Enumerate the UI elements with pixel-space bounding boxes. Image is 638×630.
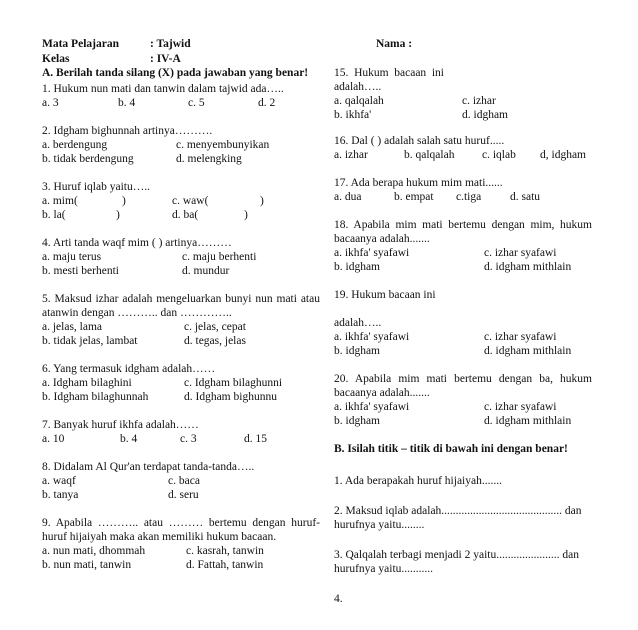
- question-stem: 9. Apabila ……….. atau ……… bertemu dengan huruf-huruf hijaiyah maka akan memiliki hukum bacaan.: [42, 517, 320, 543]
- question-stem: 18. Apabila mim mati bertemu dengan mim, hukum bacaanya adalah.......: [334, 219, 592, 245]
- options-row: [42, 474, 320, 488]
- option: d. tegas, jelas: [184, 335, 246, 347]
- option: c. 5: [188, 97, 205, 109]
- options-row: [334, 330, 592, 344]
- options-row: [42, 138, 320, 152]
- question-stem: 2. Idgham bighunnah artinya……….: [42, 125, 213, 137]
- option: b. tanya: [42, 489, 79, 501]
- left-column: [42, 66, 320, 586]
- fill-item-2: 2. Maksud iqlab adalah.......................................... dan hurufnya yaitu........: [334, 505, 582, 531]
- option: b. 4: [118, 97, 136, 109]
- question-stem: 6. Yang termasuk idgham adalah……: [42, 363, 216, 375]
- question-9: [42, 516, 320, 572]
- question-8: [42, 460, 320, 502]
- option: d. idgham mithlain: [484, 345, 572, 357]
- option: d. mundur: [182, 265, 230, 277]
- question-stem-tail: adalah…..: [334, 317, 382, 329]
- options-row: [334, 414, 592, 428]
- option: c. izhar syafawi: [484, 331, 557, 343]
- option: c.tiga: [456, 191, 482, 203]
- option: a. 10: [42, 433, 65, 445]
- question-stem: 20. Apabila mim mati bertemu dengan ba, hukum bacaanya adalah.......: [334, 373, 592, 399]
- option: c. baca: [168, 475, 200, 487]
- option: c. izhar syafawi: [484, 247, 557, 259]
- question-stem: 8. Didalam Al Qur'an terdapat tanda-tanda…..: [42, 461, 255, 473]
- options-row: [42, 194, 320, 208]
- option: d. Fattah, tanwin: [186, 559, 264, 571]
- options-row: [42, 152, 320, 166]
- options-row: [42, 544, 320, 558]
- options-row: [42, 320, 320, 334]
- option: d. melengking: [176, 153, 242, 165]
- question-stem: 4. Arti tanda waqf mim ( ) artinya………: [42, 237, 232, 249]
- options-row: [42, 558, 320, 572]
- question-stem: 5. Maksud izhar adalah mengeluarkan bunyi nun mati atau atanwin dengan ……….. dan …………..: [42, 293, 320, 319]
- options-row: [42, 432, 320, 446]
- options-row: [42, 488, 320, 502]
- option: b. qalqalah: [404, 149, 455, 161]
- option: c. izhar syafawi: [484, 401, 557, 413]
- question-5: [42, 292, 320, 348]
- option: a. ikhfa' syafawi: [334, 331, 410, 343]
- option: d. Idgham bighunnu: [184, 391, 277, 403]
- options-row: [334, 190, 592, 204]
- option: d. 2: [258, 97, 276, 109]
- section-b-title: B. Isilah titik – titik di bawah ini dengan benar!: [334, 443, 568, 455]
- option: a. berdengung: [42, 139, 108, 151]
- option: d, idgham: [540, 149, 586, 161]
- option: b. idgham: [334, 415, 380, 427]
- question-stem: 17. Ada berapa hukum mim mati......: [334, 177, 503, 189]
- option: d. idgham: [462, 109, 508, 121]
- option: a. izhar: [334, 149, 368, 161]
- option: c. iqlab: [482, 149, 516, 161]
- option: a. mim(: [42, 195, 78, 207]
- option: d. satu: [510, 191, 541, 203]
- option: b. tidak berdengung: [42, 153, 134, 165]
- option: b. mesti berhenti: [42, 265, 119, 277]
- option: a. qalqalah: [334, 95, 384, 107]
- question-16: [334, 134, 592, 162]
- option: d. idgham mithlain: [484, 415, 572, 427]
- question-18: [334, 218, 592, 274]
- option: c. maju berhenti: [182, 251, 257, 263]
- option-bracket: ): [116, 209, 120, 221]
- option-bracket: ): [122, 195, 126, 207]
- question-4: [42, 236, 320, 278]
- option: a. jelas, lama: [42, 321, 103, 333]
- section-a-title: A. Berilah tanda silang (X) pada jawaban yang benar!: [42, 67, 309, 79]
- option: a. nun mati, dhommah: [42, 545, 146, 557]
- option: d. seru: [168, 489, 199, 501]
- options-row: [42, 208, 320, 222]
- question-3: [42, 180, 320, 222]
- options-row: [42, 96, 320, 110]
- option: b. empat: [394, 191, 434, 203]
- option: a. maju terus: [42, 251, 102, 263]
- option: b. Idgham bilaghunnah: [42, 391, 149, 403]
- question-stem: 1. Hukum nun mati dan tanwin dalam tajwid ada…..: [42, 83, 284, 95]
- question-stem: 7. Banyak huruf ikhfa adalah……: [42, 419, 199, 431]
- question-7: [42, 418, 320, 446]
- option: d. idgham mithlain: [484, 261, 572, 273]
- question-20: [334, 372, 592, 428]
- options-row: [334, 246, 592, 260]
- option: b. idgham: [334, 345, 380, 357]
- option: b. nun mati, tanwin: [42, 559, 132, 571]
- question-1: [42, 82, 320, 110]
- option: c. izhar: [462, 95, 496, 107]
- option: b. la(: [42, 209, 66, 221]
- option: a. waqf: [42, 475, 76, 487]
- question-17: [334, 176, 592, 204]
- question-19: [334, 288, 592, 358]
- options-row: [42, 390, 320, 404]
- right-column: [334, 66, 592, 618]
- option: c. kasrah, tanwin: [186, 545, 264, 557]
- class-value: : IV-A: [150, 53, 181, 65]
- option: c. menyembunyikan: [176, 139, 270, 151]
- subject-value: : Tajwid: [150, 38, 191, 50]
- option-bracket: ): [244, 209, 248, 221]
- option: d. ba(: [172, 209, 199, 221]
- options-row: [334, 108, 592, 122]
- question-6: [42, 362, 320, 404]
- option: d. 15: [244, 433, 267, 445]
- class-label: Kelas: [42, 53, 70, 65]
- options-row: [334, 400, 592, 414]
- options-row: [334, 260, 592, 274]
- option: a. ikhfa' syafawi: [334, 401, 410, 413]
- question-stem: 16. Dal ( ) adalah salah satu huruf.....: [334, 135, 505, 147]
- option: b. idgham: [334, 261, 380, 273]
- option: a. Idgham bilaghini: [42, 377, 132, 389]
- options-row: [42, 376, 320, 390]
- options-row: [334, 94, 592, 108]
- name-label: Nama :: [376, 38, 413, 50]
- options-row: [42, 264, 320, 278]
- option: b. ikhfa': [334, 109, 372, 121]
- options-row: [42, 250, 320, 264]
- question-stem: 3. Huruf iqlab yaitu…..: [42, 181, 150, 193]
- option: c. 3: [180, 433, 197, 445]
- option: c. jelas, cepat: [184, 321, 246, 333]
- fill-item-3: 3. Qalqalah terbagi menjadi 2 yaitu...................... dan hurufnya yaitu...........: [334, 549, 579, 575]
- options-row: [42, 334, 320, 348]
- option: c. Idgham bilaghunni: [184, 377, 283, 389]
- fill-item-1: 1. Ada berapakah huruf hijaiyah.......: [334, 475, 502, 487]
- option: a. ikhfa' syafawi: [334, 247, 410, 259]
- question-stem: 19. Hukum bacaan ini: [334, 289, 436, 301]
- question-stem: 15. Hukum bacaan ini adalah…..: [334, 67, 444, 93]
- options-row: [334, 344, 592, 358]
- option: b. tidak jelas, lambat: [42, 335, 138, 347]
- option: c. waw(: [172, 195, 209, 207]
- option: b. 4: [120, 433, 138, 445]
- option: a. dua: [334, 191, 362, 203]
- subject-label: Mata Pelajaran: [42, 38, 119, 50]
- options-row: [334, 148, 592, 162]
- fill-item-4: 4.: [334, 593, 343, 605]
- option-bracket: ): [260, 195, 264, 207]
- option: a. 3: [42, 97, 59, 109]
- question-15: [334, 66, 592, 122]
- question-2: [42, 124, 320, 166]
